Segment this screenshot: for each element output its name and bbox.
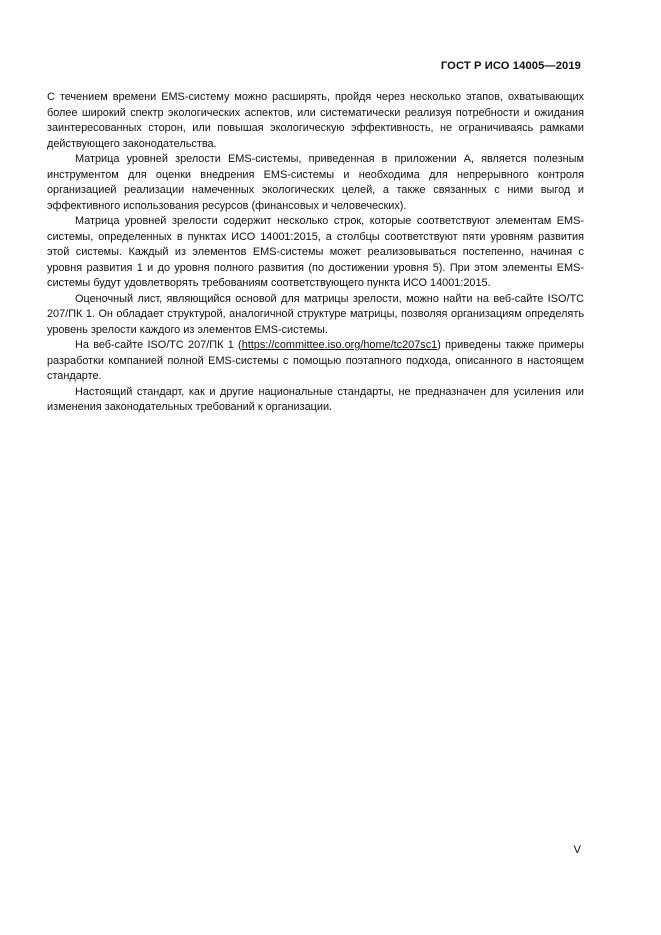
paragraph-assessment-sheet: Оценочный лист, являющийся основой для матрицы зрелости, можно найти на веб-сайте ISO/TC 207/ПК 1. Он обладает структурой, аналогичной структуре матрицы, позволяя организациям определять уровень зрелости каждого из элементов EMS-системы. — [47, 292, 584, 336]
iso-committee-link[interactable]: https://committee.iso.org/home/tc207sc1 — [241, 339, 438, 351]
page-number: V — [573, 844, 581, 856]
paragraph-website-text-before: На веб-сайте ISO/TC 207/ПК 1 ( — [75, 339, 242, 351]
paragraph-maturity-matrix-tool: Матрица уровней зрелости EMS-системы, приведенная в приложении А, является полезным инструментом для оценки внедрения EMS-системы и необходима для непрерывного контроля организацией реализации намеченных экологических целей, а также связанных с ними выгод и эффективного использования ресурсов (финансовых и человеческих). — [47, 153, 584, 212]
paragraph-matrix-structure: Матрица уровней зрелости содержит несколько строк, которые соответствуют элементам EMS-системы, определенных в пунктах ИСО 14001:2015, а столбцы соответствуют пяти уровням развития этой системы. Каждый из элементов EMS-системы может реализовываться постепенно, начиная с уровня развития 1 и до уровня полного развития (по достижении уровня 5). При этом элементы EMS-системы будут удовлетворять требованиям соответствующего пункта ИСО 14001:2015. — [47, 215, 584, 289]
document-body — [47, 90, 584, 416]
paragraph-website-text-after: ) приведены также примеры разработки компанией полной EMS-системы с помощью поэтапного подхода, описанного в настоящем стандарте. — [47, 339, 584, 382]
paragraph-website-examples — [47, 338, 584, 385]
paragraph-ems-expansion: С течением времени EMS-систему можно расширять, пройдя через несколько этапов, охватывающих более широкий спектр экологических аспектов, или систематически реализуя потребности и ожидания заинтересованных сторон, или повышая экологическую эффективность, не ограничиваясь рамками действующего законодательства. — [47, 91, 584, 150]
paragraph-legal-disclaimer: Настоящий стандарт, как и другие национальные стандарты, не предназначен для усиления или изменения законодательных требований к организации. — [47, 385, 584, 413]
document-header-standard-id: ГОСТ Р ИСО 14005—2019 — [440, 60, 581, 72]
